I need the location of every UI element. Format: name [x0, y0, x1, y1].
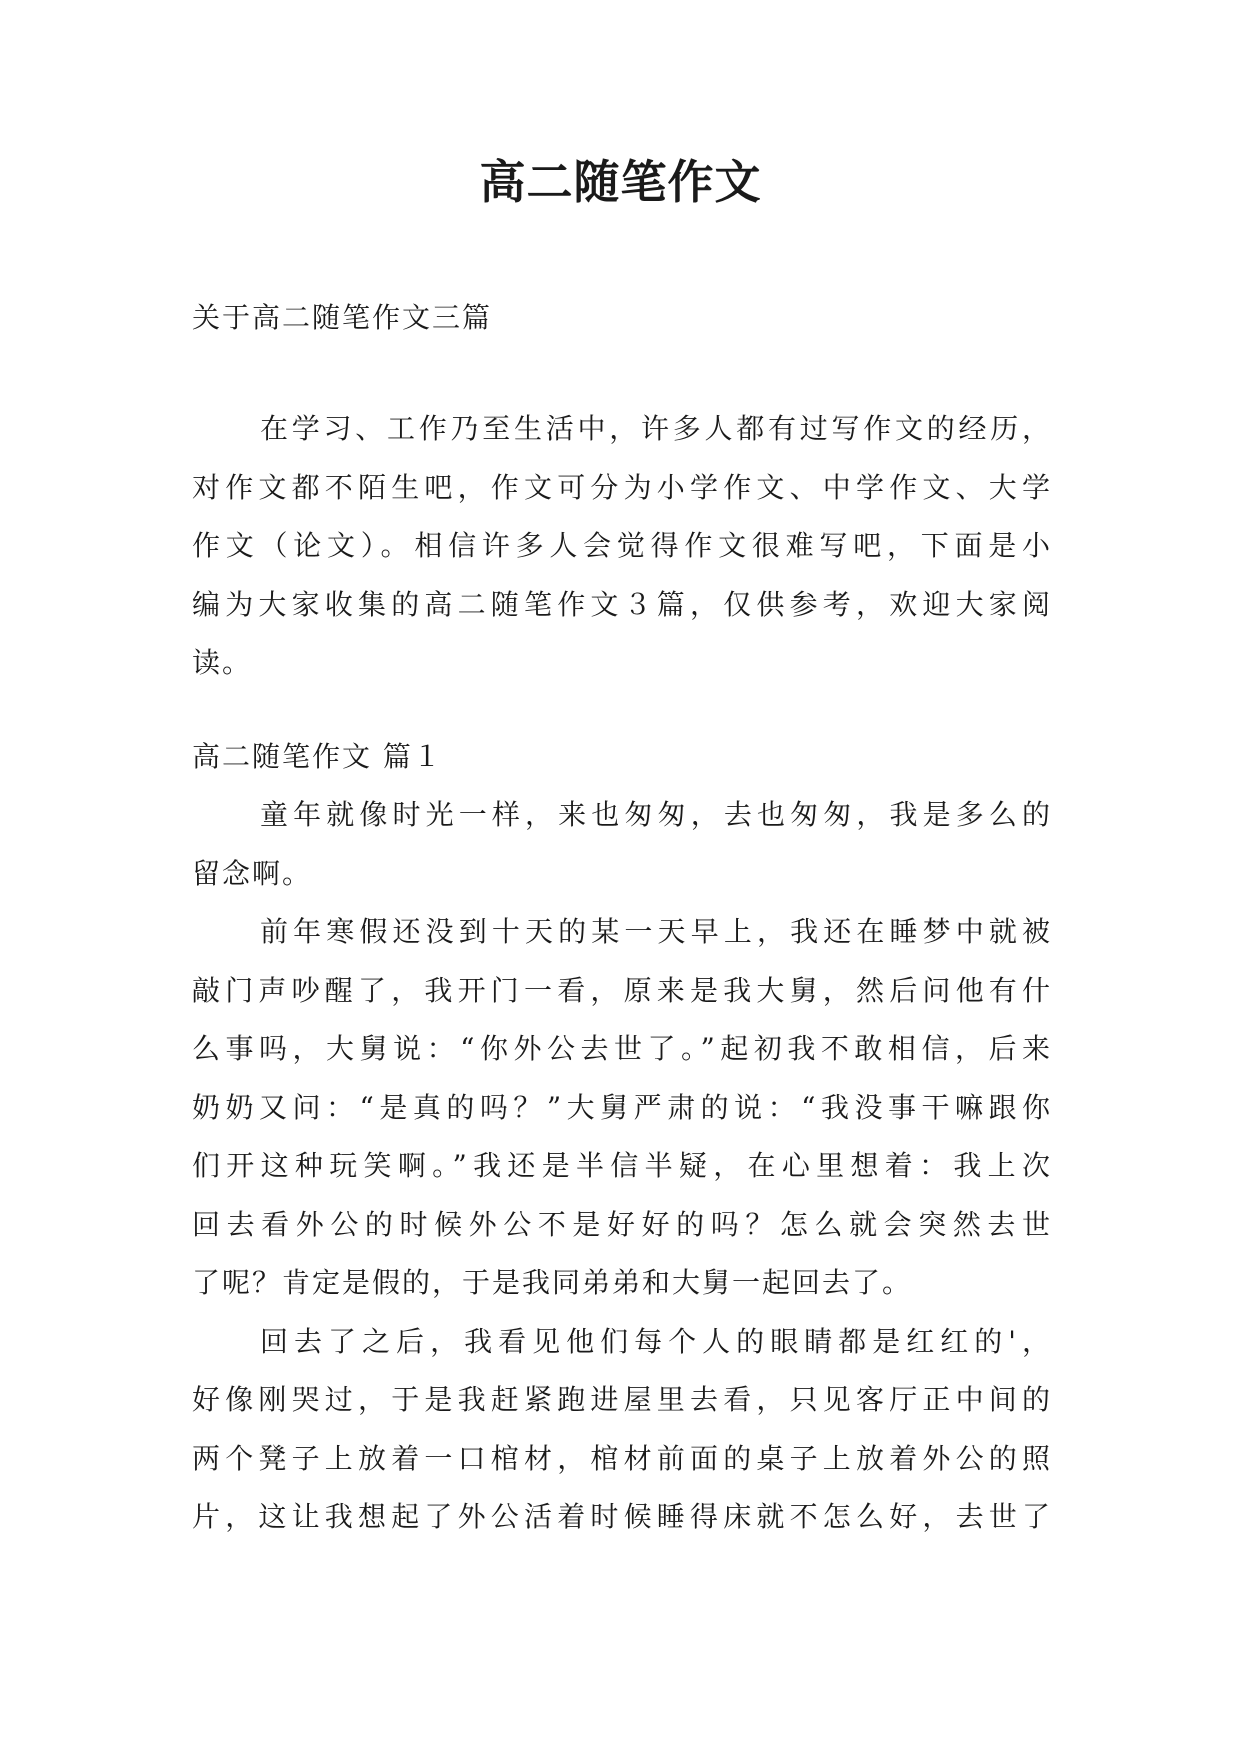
text-line: 回去看外公的时候外公不是好好的吗？怎么就会突然去世	[192, 1207, 1052, 1241]
text-line: 奶奶又问：“是真的吗？”大舅严肃的说：“我没事干嘛跟你	[192, 1090, 1052, 1124]
text-line: 作文（论文）。相信许多人会觉得作文很难写吧，下面是小	[192, 529, 1052, 562]
text-line: 回去了之后，我看见他们每个人的眼睛都是红红的'，	[260, 1324, 1052, 1358]
document-subtitle: 关于高二随笔作文三篇	[192, 301, 493, 334]
section-heading: 高二随笔作文 篇１	[192, 740, 443, 773]
essay-body	[192, 786, 1052, 1547]
document-title: 高二随笔作文	[479, 155, 762, 209]
text-line: 么事吗，大舅说：“你外公去世了。”起初我不敢相信，后来	[192, 1032, 1052, 1065]
text-line: 在学习、工作乃至生活中，许多人都有过写作文的经历，	[260, 412, 1052, 445]
text-line: 童年就像时光一样，来也匆匆，去也匆匆，我是多么的	[260, 798, 1052, 831]
intro-paragraph	[192, 400, 1052, 693]
text-line: 敲门声吵醒了，我开门一看，原来是我大舅，然后问他有什	[192, 973, 1052, 1007]
text-line: 读。	[192, 646, 253, 679]
text-line: 对作文都不陌生吧，作文可分为小学作文、中学作文、大学	[192, 470, 1052, 504]
text-line: 两个凳子上放着一口棺材，棺材前面的桌子上放着外公的照	[192, 1441, 1052, 1475]
text-line: 好像刚哭过，于是我赶紧跑进屋里去看，只见客厅正中间的	[192, 1383, 1052, 1416]
text-line: 编为大家收集的高二随笔作文３篇，仅供参考，欢迎大家阅	[192, 587, 1052, 621]
text-line: 留念啊。	[192, 856, 313, 890]
text-line: 了呢？肯定是假的，于是我同弟弟和大舅一起回去了。	[192, 1266, 913, 1299]
text-line: 们开这种玩笑啊。”我还是半信半疑，在心里想着：我上次	[192, 1149, 1052, 1182]
text-line: 前年寒假还没到十天的某一天早上，我还在睡梦中就被	[260, 915, 1052, 948]
text-line: 片，这让我想起了外公活着时候睡得床就不怎么好，去世了	[192, 1500, 1052, 1533]
